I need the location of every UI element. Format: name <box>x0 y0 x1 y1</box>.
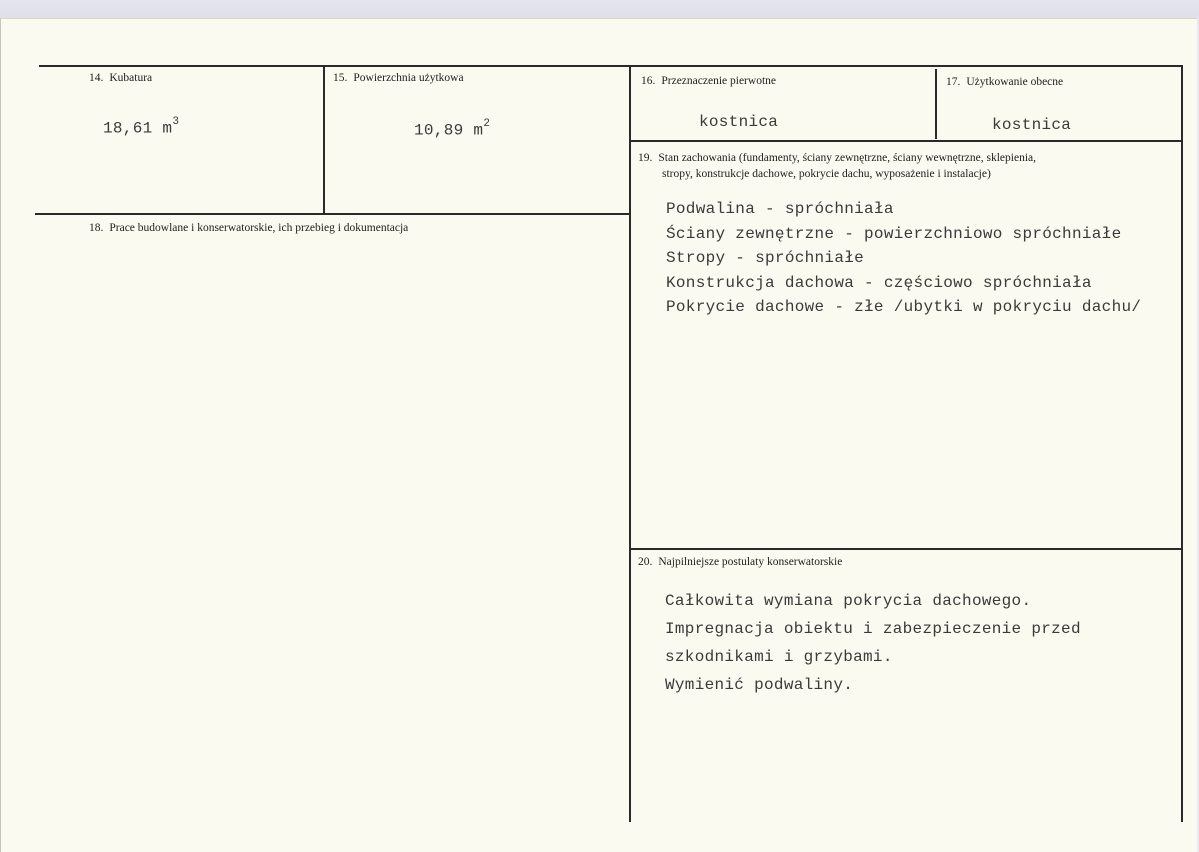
record-card-sheet <box>0 18 1197 852</box>
field-16-label: 16. Przeznaczenie pierwotne <box>641 75 776 87</box>
divider-14-15 <box>323 66 325 214</box>
field-15-value <box>414 120 490 139</box>
field-19-label: 19. Stan zachowania (fundamenty, ściany zewnętrzne, ściany wewnętrzne, sklepienia, stropy, konstrukcje dachowe, pokrycie dachu, wyposażenie i instalacje) <box>638 152 1037 180</box>
field-20-line: Impregnacja obiektu i zabezpieczenie przed <box>665 620 1081 638</box>
field-19-label-line2: stropy, konstrukcje dachowe, pokrycie dachu, wyposażenie i instalacje) <box>662 168 991 180</box>
field-15-value-text: 10,89 m <box>414 121 484 140</box>
field-14-label-text: Kubatura <box>109 72 153 84</box>
field-19-line: Stropy - spróchniałe <box>666 249 865 267</box>
divider-16-17 <box>935 69 937 139</box>
field-17-label: 17. Użytkowanie obecne <box>946 76 1064 88</box>
field-17-value: kostnica <box>992 116 1072 134</box>
field-14-exponent: 3 <box>172 116 180 128</box>
field-19-line: Pokrycie dachowe - złe /ubytki w pokryciu dachu/ <box>666 298 1142 316</box>
field-20-line: szkodnikami i grzybami. <box>665 648 893 666</box>
rule-16-17-bottom <box>631 140 1183 142</box>
field-17-label-text: Użytkowanie obecne <box>966 76 1064 88</box>
field-20-label-text: Najpilniejsze postulaty konserwatorskie <box>658 556 843 568</box>
divider-left-right <box>629 66 631 822</box>
rule-14-15-bottom <box>35 213 631 215</box>
field-20-text <box>665 587 1081 699</box>
field-19-text <box>666 197 1141 320</box>
field-20-label: 20. Najpilniejsze postulaty konserwatorskie <box>638 556 843 568</box>
field-20-line: Całkowita wymiana pokrycia dachowego. <box>665 592 1032 610</box>
field-19-line: Ściany zewnętrzne - powierzchniowo spróchniałe <box>666 224 1122 243</box>
field-15-label-text: Powierzchnia użytkowa <box>353 72 464 84</box>
top-rule <box>39 65 1183 67</box>
field-16-value: kostnica <box>699 113 779 131</box>
right-border <box>1181 66 1183 822</box>
field-15-label: 15. Powierzchnia użytkowa <box>333 72 464 84</box>
scan-top-edge <box>0 0 1199 18</box>
field-16-label-text: Przeznaczenie pierwotne <box>661 75 776 87</box>
field-18-label-text: Prace budowlane i konserwatorskie, ich przebieg i dokumentacja <box>109 222 409 234</box>
rule-19-bottom <box>631 548 1183 550</box>
field-14-label: 14. Kubatura <box>89 72 153 84</box>
field-14-value <box>103 118 179 137</box>
field-19-label-line1: Stan zachowania (fundamenty, ściany zewnętrzne, ściany wewnętrzne, sklepienia, <box>658 152 1037 164</box>
field-19-line: Konstrukcja dachowa - częściowo spróchniała <box>666 273 1092 292</box>
field-18-label: 18. Prace budowlane i konserwatorskie, ich przebieg i dokumentacja <box>89 222 409 234</box>
field-20-line: Wymienić podwaliny. <box>665 676 854 694</box>
field-19-line: Podwalina - spróchniała <box>666 200 894 218</box>
field-14-value-text: 18,61 m <box>103 119 173 138</box>
field-15-exponent: 2 <box>483 118 491 130</box>
